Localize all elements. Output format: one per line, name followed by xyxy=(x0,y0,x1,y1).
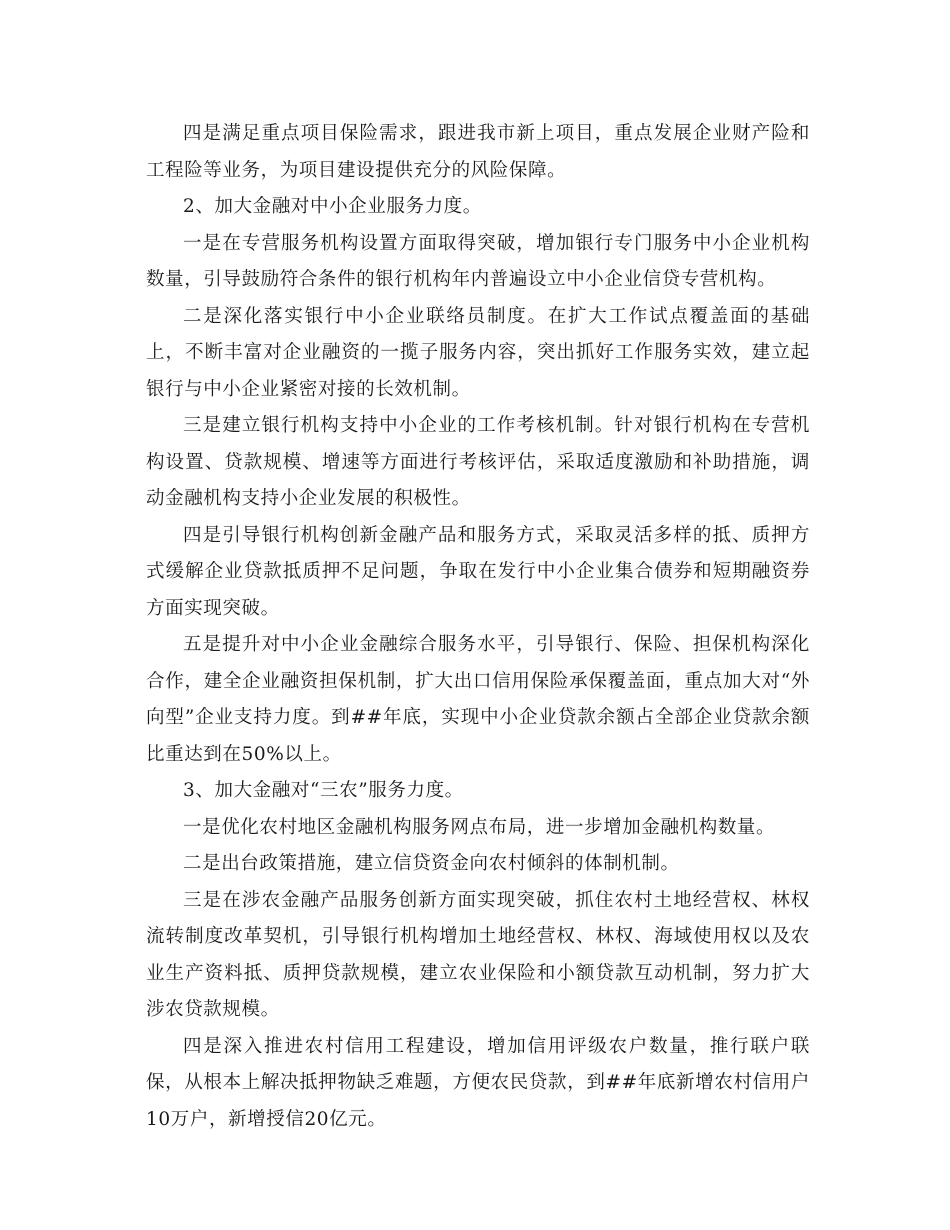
paragraph: 二是深化落实银行中小企业联络员制度。在扩大工作试点覆盖面的基础上，不断丰富对企业融资的一揽子服务内容，突出抓好工作服务实效，建立起银行与中小企业紧密对接的长效机制。 xyxy=(146,305,810,400)
paragraph: 四是深入推进农村信用工程建设，增加信用评级农户数量，推行联户联保，从根本上解决抵押物缺乏难题，方便农民贷款，到##年底新增农村信用户10万户，新增授信20亿元。 xyxy=(146,1035,810,1130)
paragraph: 四是引导银行机构创新金融产品和服务方式，采取灵活多样的抵、质押方式缓解企业贷款抵质押不足问题，争取在发行中小企业集合债券和短期融资券方面实现突破。 xyxy=(146,524,810,619)
paragraph: 五是提升对中小企业金融综合服务水平，引导银行、保险、担保机构深化合作，建全企业融资担保机制，扩大出口信用保险承保覆盖面，重点加大对“外向型”企业支持力度。到##年底，实现中小企业贷款余额占全部企业贷款余额比重达到在50%以上。 xyxy=(146,634,810,765)
paragraph: 三是在涉农金融产品服务创新方面实现突破，抓住农村土地经营权、林权流转制度改革契机，引导银行机构增加土地经营权、林权、海域使用权以及农业生产资料抵、质押贷款规模，建立农业保险和小额贷款互动机制，努力扩大涉农贷款规模。 xyxy=(146,889,810,1020)
paragraph: 一是在专营服务机构设置方面取得突破，增加银行专门服务中小企业机构数量，引导鼓励符合条件的银行机构年内普遍设立中小企业信贷专营机构。 xyxy=(146,232,810,290)
paragraph: 二是出台政策措施，建立信贷资金向农村倾斜的体制机制。 xyxy=(183,853,680,874)
section-heading: 3、加大金融对“三农”服务力度。 xyxy=(183,780,464,801)
paragraph: 三是建立银行机构支持中小企业的工作考核机制。针对银行机构在专营机构设置、贷款规模、增速等方面进行考核评估，采取适度激励和补助措施，调动金融机构支持小企业发展的积极性。 xyxy=(146,415,810,509)
document-body xyxy=(146,116,810,1138)
paragraph: 四是满足重点项目保险需求，跟进我市新上项目，重点发展企业财产险和工程险等业务，为项目建设提供充分的风险保障。 xyxy=(146,123,810,181)
paragraph: 一是优化农村地区金融机构服务网点布局，进一步增加金融机构数量。 xyxy=(183,816,776,838)
section-heading: 2、加大金融对中小企业服务力度。 xyxy=(183,196,482,217)
